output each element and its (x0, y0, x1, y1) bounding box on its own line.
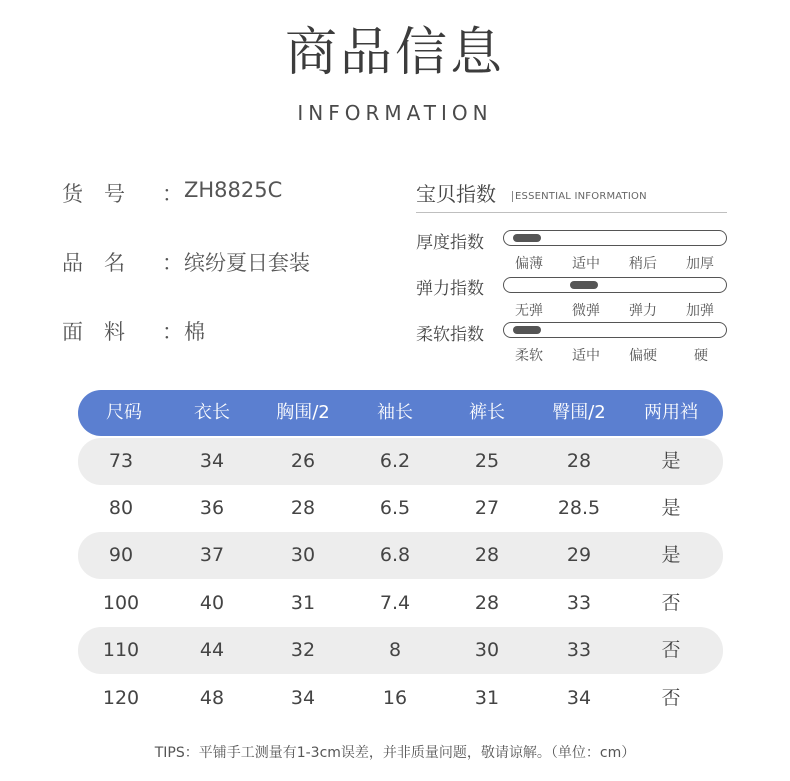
table-cell: 33 (566, 592, 592, 614)
table-cell: 28 (474, 544, 500, 566)
page-title: 商品信息 (284, 23, 505, 83)
table-cell: 120 (102, 687, 140, 709)
info-value: 缤纷夏日套装 (184, 251, 310, 275)
table-cell: 否 (661, 639, 681, 661)
table-cell: 是 (661, 497, 681, 519)
table-row (78, 627, 723, 674)
scale-label: 适中 (572, 348, 600, 364)
table-cell: 37 (199, 544, 225, 566)
table-cell: 30 (290, 544, 316, 566)
table-cell: 48 (199, 687, 225, 709)
index-name-elasticity: 弹力指数 (416, 279, 484, 299)
table-cell: 34 (290, 687, 316, 709)
table-cell: 28 (566, 450, 592, 472)
elasticity-track (503, 277, 727, 293)
table-cell: 30 (474, 639, 500, 661)
scale-label: 硬 (694, 348, 708, 364)
info-label: 品 名 (62, 251, 125, 275)
table-cell: 16 (382, 687, 408, 709)
index-heading-cn: 宝贝指数 (416, 182, 496, 206)
softness-track (503, 322, 727, 338)
softness-indicator (513, 326, 541, 334)
scale-label: 偏硬 (629, 348, 657, 364)
info-item-sku (62, 178, 282, 208)
table-cell: 90 (108, 544, 134, 566)
elasticity-indicator (570, 281, 598, 289)
thickness-track (503, 230, 727, 246)
column-header: 两用裆 (644, 402, 698, 423)
scale-label: 弹力 (629, 303, 657, 319)
table-cell: 28 (290, 497, 316, 519)
table-cell: 28 (474, 592, 500, 614)
info-item-fabric (62, 316, 205, 346)
column-header: 裤长 (469, 402, 505, 423)
info-value: ZH8825C (184, 178, 283, 202)
table-cell: 28.5 (557, 497, 601, 519)
column-header: 尺码 (106, 402, 142, 423)
info-colon: ： (162, 320, 183, 344)
table-header (78, 390, 723, 436)
table-cell: 44 (199, 639, 225, 661)
table-cell: 25 (474, 450, 500, 472)
table-cell: 6.2 (379, 450, 411, 472)
table-row (78, 580, 723, 627)
info-value: 棉 (184, 320, 205, 344)
table-cell: 100 (102, 592, 140, 614)
table-cell: 33 (566, 639, 592, 661)
table-cell: 否 (661, 592, 681, 614)
table-row (78, 532, 723, 579)
table-cell: 73 (108, 450, 134, 472)
scale-label: 适中 (572, 256, 600, 272)
table-cell: 6.8 (379, 544, 411, 566)
table-cell: 34 (199, 450, 225, 472)
table-cell: 32 (290, 639, 316, 661)
table-cell: 26 (290, 450, 316, 472)
column-header: 胸围/2 (276, 402, 330, 423)
index-panel-heading (416, 178, 727, 213)
table-row (78, 675, 723, 722)
scale-label: 微弹 (572, 303, 600, 319)
info-label: 货 号 (62, 182, 125, 206)
table-row (78, 485, 723, 532)
column-header: 臀围/2 (552, 402, 606, 423)
table-cell: 110 (102, 639, 140, 661)
table-cell: 29 (566, 544, 592, 566)
table-cell: 36 (199, 497, 225, 519)
index-name-thickness: 厚度指数 (416, 233, 484, 253)
table-row (78, 438, 723, 485)
index-name-softness: 柔软指数 (416, 325, 484, 345)
table-cell: 是 (661, 544, 681, 566)
scale-label: 偏薄 (515, 256, 543, 272)
index-heading-en: ESSENTIAL INFORMATION (512, 191, 647, 202)
info-colon: ： (162, 182, 183, 206)
scale-label: 无弹 (515, 303, 543, 319)
scale-label: 加厚 (686, 256, 714, 272)
tips-note: TIPS：平铺手工测量有1-3cm误差，并非质量问题，敬请谅解。（单位：cm） (154, 745, 636, 761)
table-cell: 40 (199, 592, 225, 614)
table-cell: 7.4 (379, 592, 411, 614)
table-cell: 31 (474, 687, 500, 709)
scale-label: 加弹 (686, 303, 714, 319)
table-cell: 6.5 (379, 497, 411, 519)
table-cell: 否 (661, 687, 681, 709)
table-cell: 8 (388, 639, 402, 661)
scale-label: 柔软 (515, 348, 543, 364)
info-colon: ： (162, 251, 183, 275)
column-header: 袖长 (377, 402, 413, 423)
column-header: 衣长 (194, 402, 230, 423)
table-cell: 80 (108, 497, 134, 519)
info-label: 面 料 (62, 320, 125, 344)
table-cell: 34 (566, 687, 592, 709)
table-cell: 是 (661, 450, 681, 472)
scale-label: 稍后 (629, 256, 657, 272)
thickness-indicator (513, 234, 541, 242)
table-cell: 27 (474, 497, 500, 519)
table-cell: 31 (290, 592, 316, 614)
info-item-name (62, 247, 310, 277)
page-subtitle: INFORMATION (297, 101, 493, 125)
